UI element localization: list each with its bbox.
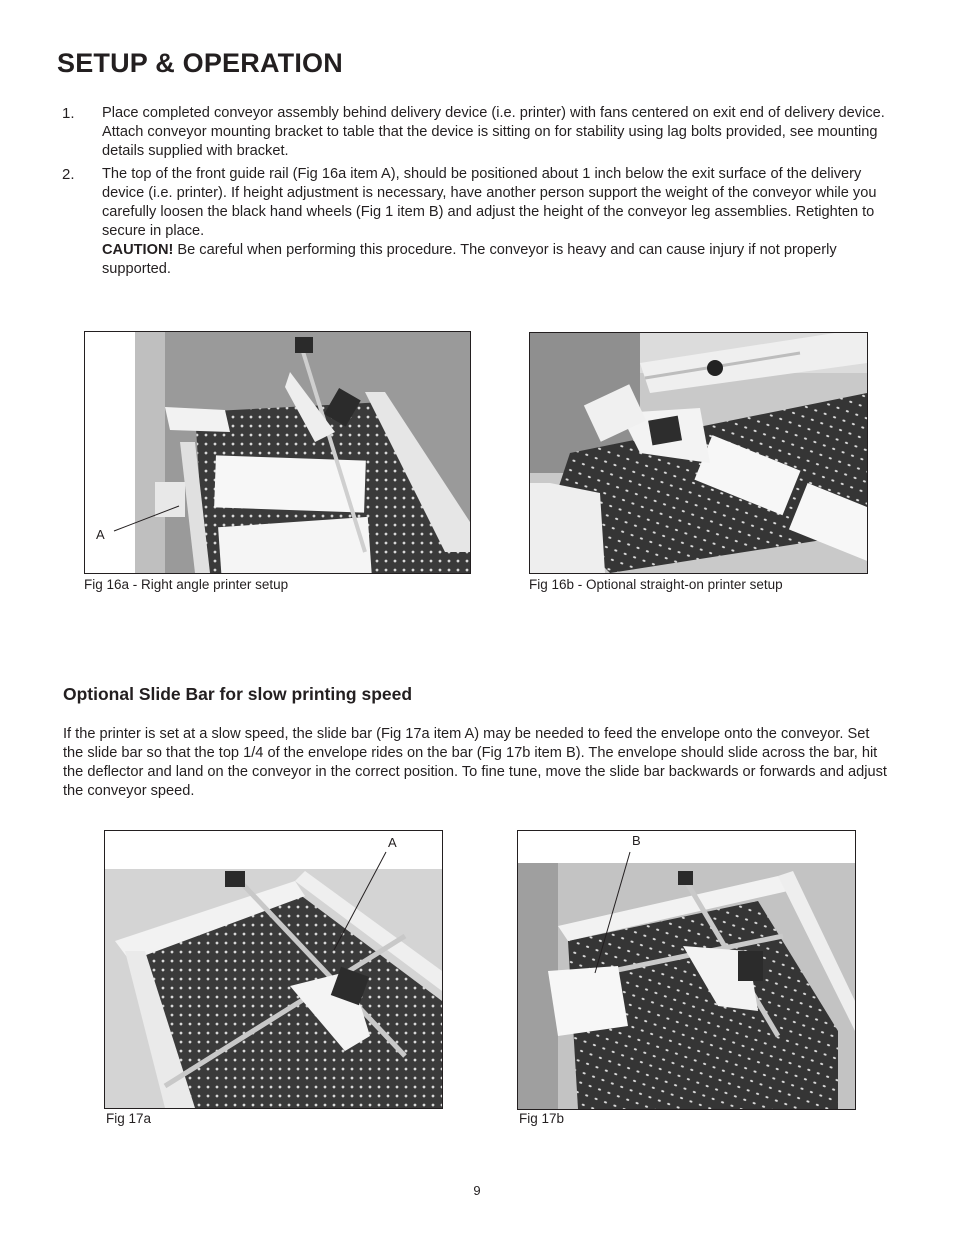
step-text: Place completed conveyor assembly behind delivery device (i.e. printer) with fans centered on exit end of delivery device. Attach conveyor mounting bracket to table that the device is sitting on for stability using lag bolts provided, see mounting details supplied with bracket. [102,105,885,159]
figure-caption: Fig 16a - Right angle printer setup [84,577,289,592]
figure-caption: Fig 17b [519,1111,565,1126]
callout-leader-line [84,331,469,572]
step-number: 1. [62,105,75,122]
caution-text: Be careful when performing this procedure. The conveyor is heavy and can cause injury if not properly supported. [102,242,837,277]
callout-leader-line [517,830,854,1108]
figure-16b-photo [529,332,868,574]
figure-caption: Fig 16b - Optional straight-on printer setup [529,577,783,592]
step-text: The top of the front guide rail (Fig 16a item A), should be positioned about 1 inch below the exit surface of the delivery device (i.e. printer). If height adjustment is necessary, have another person support the weight of the conveyor while you carefully loosen the black hand wheels (Fig 1 item B) and adjust the height of the conveyor leg assemblies. Retighten to secure in place. [102,166,877,239]
caution-note [102,241,892,279]
section-heading: Optional Slide Bar for slow printing speed [63,684,413,704]
step-number: 2. [62,166,75,183]
page-number: 9 [473,1183,481,1198]
callout-leader-line [104,830,441,1107]
step-1 [62,104,892,161]
caution-label: CAUTION! [102,242,174,258]
callout-label: A [388,835,397,850]
callout-label: A [96,527,105,542]
figure-caption: Fig 17a [106,1111,152,1126]
section-paragraph: If the printer is set at a slow speed, the slide bar (Fig 17a item A) may be needed to feed the envelope onto the conveyor. Set the slide bar so that the top 1/4 of the envelope rides on the bar (Fig 17b item B). The envelope should slide across the bar, hit the deflector and land on the conveyor in the correct position. To fine tune, move the slide bar backwards or forwards and adjust the conveyor speed. [63,726,887,799]
step-2 [62,165,892,279]
callout-label: B [632,833,641,848]
page-title: SETUP & OPERATION [57,48,343,78]
